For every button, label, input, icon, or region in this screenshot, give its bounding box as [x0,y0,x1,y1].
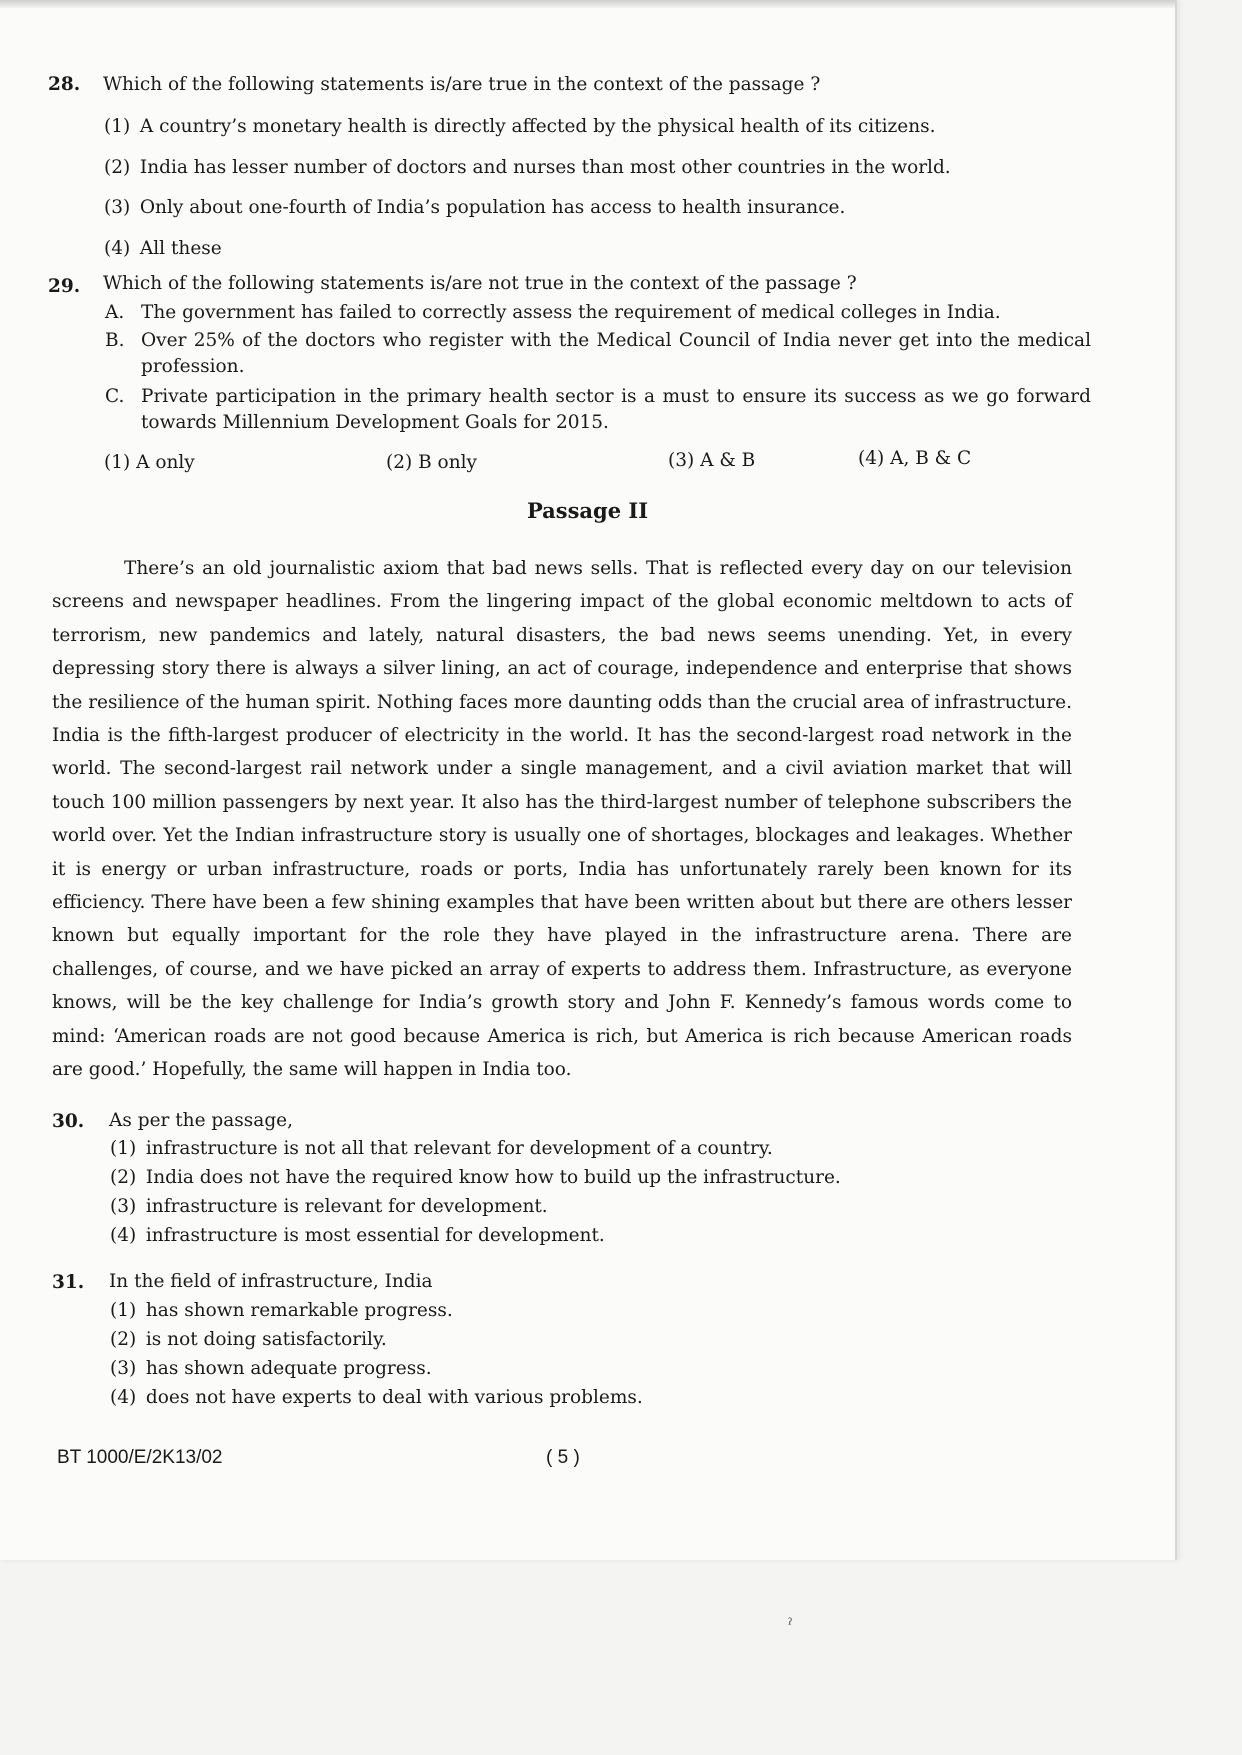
question-30-option-3 [110,1194,548,1220]
option-label: (4) [104,238,131,259]
option-text: has shown adequate progress. [145,1358,432,1379]
question-28-option-2 [104,155,951,181]
question-29-statement-a [105,300,1091,326]
statement-label: A. [105,302,125,323]
question-30-option-4 [110,1223,605,1249]
question-29-statement-b [105,328,1091,380]
option-label: (4) [110,1387,137,1408]
question-31-option-2 [110,1327,387,1353]
option-text: has shown remarkable progress. [145,1300,453,1321]
question-29-option-3: (3) A & B [668,450,756,471]
option-label: (2) [104,157,131,178]
question-29-option-1: (1) A only [104,452,195,473]
option-label: (1) [110,1300,137,1321]
question-29-text: Which of the following statements is/are not true in the context of the passage ? [103,273,857,294]
option-text: A country’s monetary health is directly affected by the physical health of its citizens. [139,116,936,137]
statement-text: Private participation in the primary health sector is a must to ensure its success as we go forward towards Millennium Development Goals for 2015. [141,386,1091,433]
statement-text: Over 25% of the doctors who register with the Medical Council of India never get into the medical profession. [141,330,1091,377]
footer-code: BT 1000/E/2K13/02 [57,1447,223,1468]
statement-text: The government has failed to correctly assess the requirement of medical colleges in India. [141,302,1001,323]
option-label: (3) [110,1196,137,1217]
question-28-option-4 [104,236,222,262]
question-29-option-2: (2) B only [386,452,477,473]
option-text: India has lesser number of doctors and nurses than most other countries in the world. [139,157,951,178]
question-29-statement-c [105,384,1091,436]
question-31-number: 31. [52,1272,85,1293]
question-29-option-4: (4) A, B & C [858,448,972,469]
question-31-option-3 [110,1356,432,1382]
option-label: (3) [104,197,131,218]
option-text: All these [139,238,222,259]
question-31-text: In the field of infrastructure, India [109,1271,433,1292]
question-29-number: 29. [48,276,81,297]
option-text: Only about one-fourth of India’s population has access to health insurance. [139,197,846,218]
option-text: does not have experts to deal with various problems. [145,1387,643,1408]
question-28-text: Which of the following statements is/are true in the context of the passage ? [103,74,821,95]
question-28-option-1 [104,114,936,140]
question-30-number: 30. [52,1111,85,1132]
option-text: infrastructure is not all that relevant for development of a country. [145,1138,773,1159]
option-text: infrastructure is most essential for development. [145,1225,605,1246]
scan-edge [0,0,1175,8]
option-label: (2) [110,1329,137,1350]
passage-heading: Passage II [526,498,649,523]
statement-label: B. [105,330,125,351]
option-label: (2) [110,1167,137,1188]
option-text: infrastructure is relevant for development. [145,1196,548,1217]
option-text: is not doing satisfactorily. [145,1329,387,1350]
question-30-text: As per the passage, [109,1110,293,1131]
question-28-number: 28. [48,74,81,95]
option-text: India does not have the required know how to build up the infrastructure. [145,1167,841,1188]
option-label: (3) [110,1358,137,1379]
question-28-option-3 [104,195,845,221]
question-31-option-4 [110,1385,643,1411]
question-31-option-1 [110,1298,453,1324]
passage-text: There’s an old journalistic axiom that bad news sells. That is reflected every day on our television screens and newspaper headlines. From the lingering impact of the global economic meltdown to acts of terrorism, new pandemics and lately, natural disasters, the bad news seems unending. Yet, in every depressing story there is always a silver lining, an act of courage, independence and enterprise that shows the resilience of the human spirit. Nothing faces more daunting odds than the crucial area of infrastructure. India is the fifth-largest producer of electricity in the world. It has the second-largest road network in the world. The second-largest rail network under a single management, and a civil aviation market that will touch 100 million passengers by next year. It also has the third-largest number of telephone subscribers the world over. Yet the Indian infrastructure story is usually one of shortages, blockages and leakages. Whether it is energy or urban infrastructure, roads or ports, India has unfortunately rarely been known for its efficiency. There have been a few shining examples that have been written about but there are others lesser known but equally important for the role they have played in the infrastructure arena. There are challenges, of course, and we have picked an array of experts to address them. Infrastructure, as everyone knows, will be the key challenge for India’s growth story and John F. Kennedy’s famous words come to mind: ‘American roads are not good because America is rich, but America is rich because American roads are good.’ Hopefully, the same will happen in India too. [52,558,1072,1081]
stray-mark: ˀ [788,1615,793,1634]
option-label: (4) [110,1225,137,1246]
option-label: (1) [104,116,131,137]
statement-label: C. [105,386,125,407]
page-number: ( 5 ) [546,1447,580,1468]
option-label: (1) [110,1138,137,1159]
question-30-option-2 [110,1165,841,1191]
question-30-option-1 [110,1136,773,1162]
